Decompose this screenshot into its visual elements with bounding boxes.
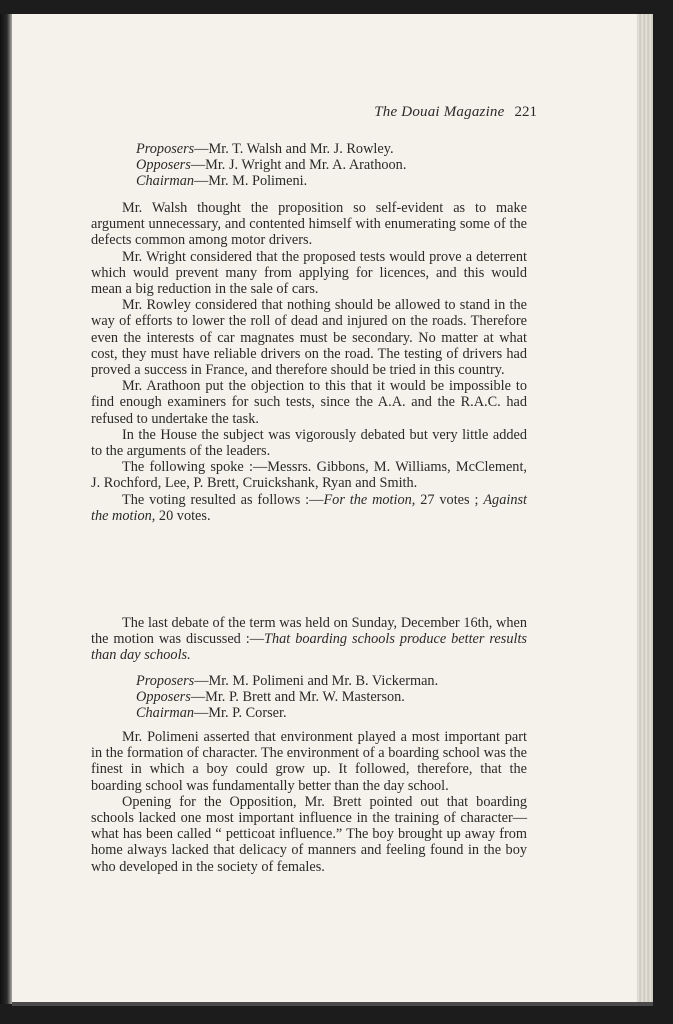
- debate1-chairman: Chairman—Mr. M. Polimeni.: [136, 173, 308, 190]
- vote-result: The voting resulted as follows :—For the motion, 27 votes ; Against the motion, 20 votes.: [91, 491, 527, 524]
- paragraph: Mr. Walsh thought the proposition so self-evident as to make argument unnecessary, and contented himself with enumerating some of the defects common among motor drivers.: [91, 200, 527, 249]
- paragraph: Mr. Wright considered that the proposed tests would prove a deterrent which would prevent many from applying for licences, and this would mean a big reduction in the sale of cars.: [91, 248, 527, 298]
- chairman-label: Chairman: [136, 173, 194, 190]
- motion-text: That boarding schools produce better results than day schools.: [91, 631, 527, 664]
- page-number: 221: [514, 104, 537, 120]
- proposers-label: Proposers: [136, 141, 195, 157]
- paragraph: Mr. Polimeni asserted that environment played a most important part in the formation of character. The environment of a boarding school was the finest in which a boy could grow up. It followed, therefore, that the boarding school was fundamentally better than the day school.: [91, 729, 527, 794]
- debate1-section: [91, 141, 527, 190]
- vote-against-label: Against the motion,: [91, 491, 527, 524]
- vote-for-label: For the motion,: [323, 491, 416, 508]
- debate2-intro: The last debate of the term was held on Sunday, December 16th, when the motion was discussed :—That boarding schools produce better results than day schools.: [91, 615, 527, 664]
- paragraph: Mr. Rowley considered that nothing should be allowed to stand in the way of efforts to lower the roll of dead and injured on the roads. Therefore even the interests of car magnates must be secondary. No matter at what cost, they must have reliable drivers on the road. The testing of drivers had proved a success in France, and therefore should be tried in this country.: [91, 297, 527, 379]
- debate2-chairman: Chairman—Mr. P. Corser.: [136, 705, 287, 722]
- debate2-opposers: Opposers—Mr. P. Brett and Mr. W. Masterson.: [136, 689, 405, 706]
- debate1-opposers: Opposers—Mr. J. Wright and Mr. A. Arathoon.: [136, 157, 407, 174]
- magazine-title: The Douai Magazine: [374, 104, 505, 120]
- debate2-proposers: Proposers—Mr. M. Polimeni and Mr. B. Vickerman.: [136, 673, 439, 689]
- proposers-label: Proposers: [136, 673, 195, 689]
- paragraph: Mr. Arathoon put the objection to this that it would be impossible to find enough examiners for such tests, since the A.A. and the R.A.C. had refused to undertake the task.: [91, 378, 527, 427]
- chairman-label: Chairman: [136, 705, 194, 722]
- paragraph: Opening for the Opposition, Mr. Brett pointed out that boarding schools lacked one most important influence in the training of character—what has been called “ petticoat influence.” The boy brought up away from home always lacked that delicacy of manners and feeling found in the boy who developed in the society of females.: [91, 793, 527, 875]
- debate1-body: [91, 200, 527, 524]
- debate1-proposers: Proposers—Mr. T. Walsh and Mr. J. Rowley.: [136, 141, 394, 157]
- running-header: [374, 104, 537, 121]
- paragraph: The following spoke :—Messrs. Gibbons, M. Williams, McClement, J. Rochford, Lee, P. Brett, Cruickshank, Ryan and Smith.: [91, 459, 527, 492]
- page-edges: [637, 14, 653, 1004]
- opposers-label: Opposers: [136, 157, 191, 174]
- page-bottom-shadow: [12, 1002, 653, 1006]
- debate2-section: [91, 615, 527, 664]
- debate2-officers: [91, 673, 527, 722]
- debate2-body: [91, 729, 527, 875]
- paragraph: In the House the subject was vigorously debated but very little added to the arguments of the leaders.: [91, 426, 527, 460]
- opposers-label: Opposers: [136, 689, 191, 706]
